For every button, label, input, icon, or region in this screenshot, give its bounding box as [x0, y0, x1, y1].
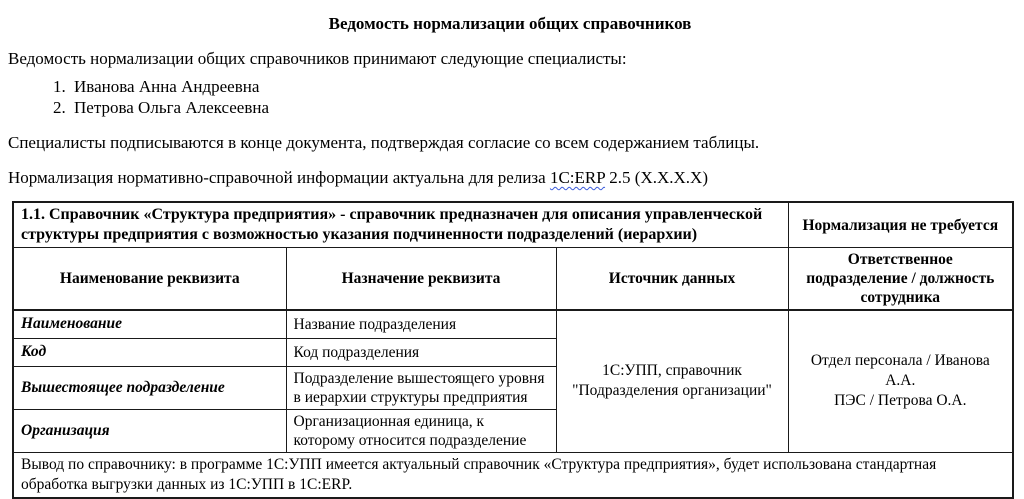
release-paragraph	[8, 167, 1012, 188]
responsible-cell	[788, 310, 1013, 452]
attribute-name-cell: Код	[13, 338, 286, 366]
table-row	[13, 310, 1013, 338]
data-source-line: 1С:УПП, справочник	[602, 362, 742, 380]
intro-paragraph: Ведомость нормализации общих справочников принимают следующие специалисты:	[8, 49, 627, 68]
column-header-responsible: Ответственное подразделение / должность сотрудника	[788, 248, 1013, 311]
list-item-specialist: 2. Петрова Ольга Алексеевна	[70, 97, 1012, 118]
normalization-table	[12, 201, 1014, 499]
data-source-cell	[556, 310, 788, 452]
signature-note-paragraph: Специалисты подписываются в конце документа, подтверждая согласие со всем содержанием таблицы.	[8, 133, 760, 152]
responsible-line: ПЭС / Петрова О.А.	[834, 392, 967, 410]
table-section-row	[13, 202, 1013, 248]
attribute-name-cell: Наименование	[13, 310, 286, 338]
attribute-name-cell: Вышестоящее подразделение	[13, 366, 286, 409]
release-text-suffix: 2.5 (X.X.X.X)	[605, 168, 708, 187]
release-erp-term-spellcheck: 1С:ERP	[549, 168, 606, 187]
responsible-line: Отдел персонала / Иванова А.А.	[810, 352, 990, 390]
column-header-attribute-name: Наименование реквизита	[13, 248, 286, 311]
list-item-specialist: 1. Иванова Анна Андреевна	[70, 76, 1012, 97]
column-header-data-source: Источник данных	[556, 248, 788, 311]
table-header-row	[13, 248, 1013, 311]
release-text-prefix: Нормализация нормативно-справочной информации актуальна для релиза	[8, 168, 550, 187]
data-source-line: "Подразделения организации"	[572, 382, 772, 400]
table-conclusion-row	[13, 452, 1013, 498]
column-header-attribute-purpose: Назначение реквизита	[286, 248, 556, 311]
conclusion-cell: Вывод по справочнику: в программе 1С:УПП имеется актуальный справочник «Структура предприятия», будет использована стандартная обработка выгрузки данных из 1С:УПП в 1С:ERP.	[13, 452, 1013, 498]
specialists-list	[8, 76, 1012, 118]
attribute-purpose-cell: Подразделение вышестоящего уровня в иерархии структуры предприятия	[286, 366, 556, 409]
attribute-purpose-cell: Организационная единица, к которому относится подразделение	[286, 409, 556, 452]
normalization-status-cell: Нормализация не требуется	[788, 202, 1013, 248]
attribute-purpose-cell: Название подразделения	[286, 310, 556, 338]
document-title: Ведомость нормализации общих справочников	[328, 14, 692, 33]
attribute-purpose-cell: Код подразделения	[286, 338, 556, 366]
attribute-name-cell: Организация	[13, 409, 286, 452]
section-title-cell: 1.1. Справочник «Структура предприятия» - справочник предназначен для описания управленческой структуры предприятия с возможностью указания подчиненности подразделений (иерархии)	[13, 202, 788, 248]
